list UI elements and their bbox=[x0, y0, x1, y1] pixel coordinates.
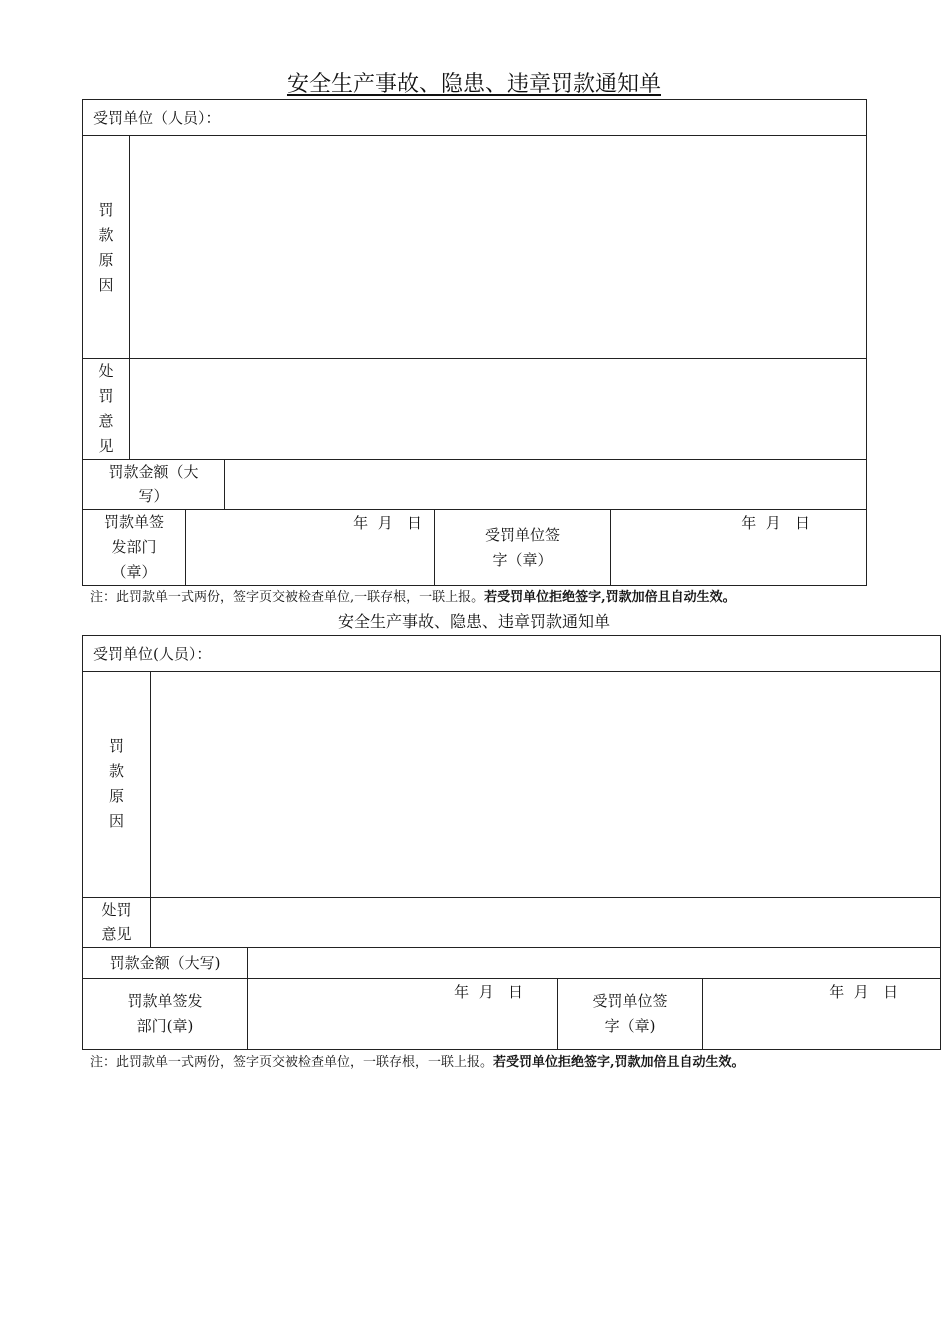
form1-recipient-label: 受罚单位（人员）： bbox=[93, 109, 221, 127]
form1-recipient-sign-label-cell bbox=[435, 510, 611, 586]
form2-note bbox=[90, 1054, 745, 1072]
form2-recipient-sign-label: 受罚单位签字（章) bbox=[592, 992, 668, 1035]
form2-note-text: 注：此罚款单一式两份，签字页交被检查单位，一联存根，一联上报。 bbox=[90, 1055, 494, 1070]
form1-amount-input[interactable] bbox=[225, 460, 867, 510]
form2-note-warning: 若受罚单位拒绝签字,罚款加倍且自动生效。 bbox=[493, 1055, 745, 1070]
form2-amount-label: 罚款金额（大写) bbox=[109, 953, 221, 972]
form1-opinion-input[interactable] bbox=[130, 359, 867, 460]
form2-reason-label-cell bbox=[83, 672, 151, 898]
form1-recipient-field[interactable] bbox=[83, 100, 867, 136]
form2-amount-input[interactable] bbox=[248, 948, 941, 979]
form2-table bbox=[82, 635, 941, 1050]
form1-opinion-label: 处罚意见 bbox=[98, 362, 114, 455]
form2-recipient-sign-label-cell bbox=[558, 979, 703, 1050]
form1-recipient-sign-cell[interactable] bbox=[611, 510, 867, 586]
form1-title: 安全生产事故、隐患、违章罚款通知单 bbox=[286, 72, 661, 97]
form1-reason-label-cell bbox=[83, 136, 130, 359]
form2-issuer-date: 年 月 日 bbox=[454, 983, 523, 1001]
form2-opinion-label: 处罚意见 bbox=[101, 901, 132, 943]
form2-recipient-field[interactable] bbox=[83, 636, 941, 672]
form2-amount-label-cell bbox=[83, 948, 248, 979]
form1-note-text: 注：此罚款单一式两份，签字页交被检查单位,一联存根，一联上报。 bbox=[90, 590, 485, 605]
form2-issuer-label: 罚款单签发部门(章) bbox=[127, 992, 203, 1035]
form1-issuer-label-cell bbox=[83, 510, 186, 586]
form2-issuer-sign-cell[interactable] bbox=[248, 979, 558, 1050]
form1-issuer-sign-cell[interactable] bbox=[186, 510, 435, 586]
form1-issuer-date: 年 月 日 bbox=[353, 514, 422, 532]
form1-reason-label: 罚款原因 bbox=[98, 201, 114, 294]
form1-recipient-sign-label: 受罚单位签字（章） bbox=[484, 525, 560, 569]
form2-opinion-label-cell bbox=[83, 898, 151, 948]
form1-recipient-date: 年 月 日 bbox=[741, 514, 811, 532]
form1-reason-input[interactable] bbox=[130, 136, 867, 359]
form1-note-warning: 若受罚单位拒绝签字,罚款加倍且自动生效。 bbox=[484, 590, 736, 605]
form1-opinion-label-cell bbox=[83, 359, 130, 460]
form2-recipient-date: 年 月 日 bbox=[829, 983, 899, 1001]
form1-note bbox=[90, 589, 736, 607]
form1-table bbox=[82, 99, 867, 586]
form2-issuer-label-cell bbox=[83, 979, 248, 1050]
form2-opinion-input[interactable] bbox=[151, 898, 941, 948]
form1-issuer-label: 罚款单签发部门（章） bbox=[103, 513, 164, 581]
form1-amount-label-cell bbox=[83, 460, 225, 510]
form2-recipient-label: 受罚单位(人员）： bbox=[93, 645, 212, 663]
form2-reason-label: 罚款原因 bbox=[109, 737, 125, 830]
form2-recipient-sign-cell[interactable] bbox=[703, 979, 941, 1050]
form2-title: 安全生产事故、隐患、违章罚款通知单 bbox=[337, 612, 610, 631]
form1-amount-label: 罚款金额（大写） bbox=[108, 463, 199, 505]
form2-reason-input[interactable] bbox=[151, 672, 941, 898]
